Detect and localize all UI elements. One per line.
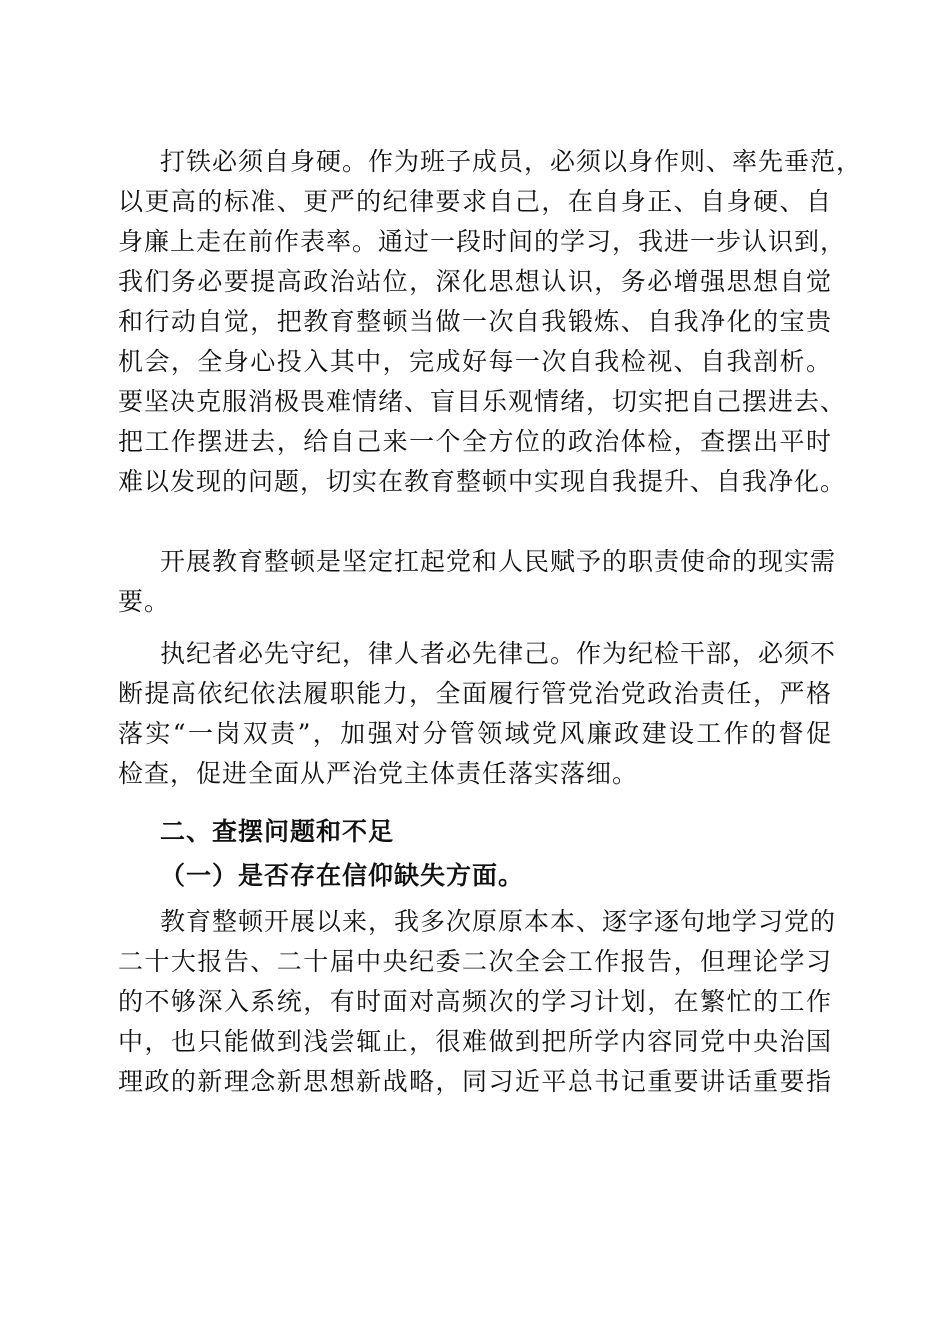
paragraph-line: 和行动自觉，把教育整顿当做一次自我锻炼、自我净化的宝贵 [118, 307, 832, 336]
paragraph-mission [118, 542, 837, 622]
paragraph-line: 的不够深入系统，有时面对高频次的学习计划，在繁忙的工作 [118, 987, 832, 1016]
paragraph-line: 开展教育整顿是坚定扛起党和人民赋予的职责使命的现实需 [160, 547, 837, 576]
paragraph-discipline-officer [118, 634, 837, 794]
subsection-heading [118, 856, 832, 896]
section-heading [118, 812, 832, 852]
paragraph-line: 断提高依纪依法履职能力，全面履行管党治党政治责任，严格 [118, 679, 832, 708]
paragraph-study [118, 902, 837, 1102]
paragraph-line: 教育整顿开展以来，我多次原原本本、逐字逐句地学习党的 [160, 907, 837, 936]
paragraph-line: 二十大报告、二十届中央纪委二次全会工作报告，但理论学习 [118, 947, 832, 976]
paragraph-line: 要坚决克服消极畏难情绪、盲目乐观情绪，切实把自己摆进去、 [118, 387, 847, 416]
paragraph-line: 难以发现的问题，切实在教育整顿中实现自我提升、自我净化。 [118, 467, 847, 496]
paragraph-line: 打铁必须自身硬。作为班子成员，必须以身作则、率先垂范， [160, 147, 863, 176]
paragraph-line: 要。 [118, 587, 171, 616]
section-heading-text: 二、查摆问题和不足 [160, 817, 395, 846]
paragraph-line: 机会，全身心投入其中，完成好每一次自我检视、自我剖析。 [118, 347, 832, 376]
paragraph-line: 以更高的标准、更严的纪律要求自己，在自身正、自身硬、自 [118, 187, 832, 216]
paragraph-line: 落实“一岗双责”，加强对分管领域党风廉政建设工作的督促 [118, 719, 832, 748]
paragraph-line: 我们务必要提高政治站位，深化思想认识，务必增强思想自觉 [118, 267, 832, 296]
paragraph-line: 身廉上走在前作表率。通过一段时间的学习，我进一步认识到， [118, 227, 847, 256]
paragraph-line: 执纪者必先守纪，律人者必先律己。作为纪检干部，必须不 [160, 639, 837, 668]
paragraph-line: 理政的新理念新思想新战略，同习近平总书记重要讲话重要指 [118, 1067, 832, 1096]
paragraph-self-discipline [118, 142, 863, 502]
subsection-heading-text: （一）是否存在信仰缺失方面。 [160, 861, 525, 890]
paragraph-line: 把工作摆进去，给自己来一个全方位的政治体检，查摆出平时 [118, 427, 832, 456]
paragraph-line: 中，也只能做到浅尝辄止，很难做到把所学内容同党中央治国 [118, 1027, 832, 1056]
paragraph-line: 检查，促进全面从严治党主体责任落实落细。 [118, 759, 639, 788]
